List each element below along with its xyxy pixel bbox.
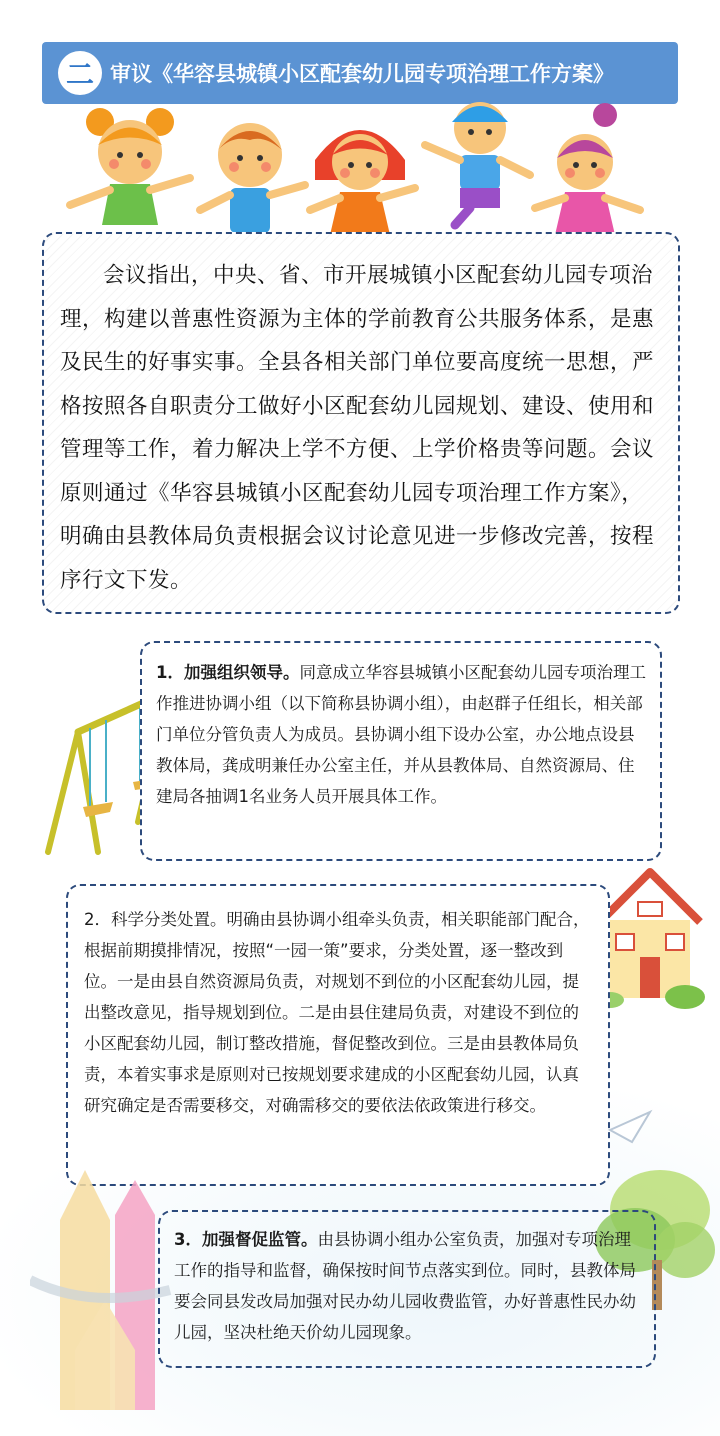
item-2-heading: 科学分类处置。: [111, 910, 227, 929]
item-3-text: [174, 1224, 642, 1348]
item-2-body: 明确由县协调小组牵头负责，相关职能部门配合，根据前期摸排情况，按照“一园一策”要求，分类处置，逐一整改到位。一是由县自然资源局负责，对规划不到位的小区配套幼儿园，提出整改意见，指导规划到位。二是由县住建局负责，对建设不到位的小区配套幼儿园，制订整改措施，督促整改到位。三是由县教体局负责，本着实事求是原则对已按规划要求建成的小区配套幼儿园，认真研究确定是否需要移交，对确需移交的要依法依政策进行移交。: [84, 910, 590, 1115]
item-1-heading: 加强组织领导。: [183, 663, 300, 682]
section-header: [42, 42, 678, 104]
main-paragraph-box: [42, 232, 680, 614]
children-illustration: [60, 100, 660, 235]
item-1-body: 同意成立华容县城镇小区配套幼儿园专项治理工作推进协调小组（以下简称县协调小组），由赵群子任组长，相关部门单位分管负责人为成员。县协调小组下设办公室，办公地点设县教体局，龚成明兼任办公室主任，并从县教体局、自然资源局、住建局各抽调1名业务人员开展具体工作。: [156, 663, 646, 806]
item-box-3: [158, 1210, 656, 1368]
main-paragraph: 会议指出，中央、省、市开展城镇小区配套幼儿园专项治理，构建以普惠性资源为主体的学前教育公共服务体系，是惠及民生的好事实事。全县各相关部门单位要高度统一思想，严格按照各自职责分工做好小区配套幼儿园规划、建设、使用和管理等工作，着力解决上学不方便、上学价格贵等问题。会议原则通过《华容县城镇小区配套幼儿园专项治理工作方案》，明确由县教体局负责根据会议讨论意见进一步修改完善，按程序行文下发。: [60, 263, 655, 593]
item-1-number: 1．: [156, 663, 184, 682]
item-2-text: [84, 904, 594, 1121]
item-3-number: 3．: [174, 1230, 202, 1249]
item-3-body: 由县协调小组办公室负责，加强对专项治理工作的指导和监督，确保按时间节点落实到位。同时，县教体局要会同县发改局加强对民办幼儿园收费监管，办好普惠性民办幼儿园，坚决杜绝天价幼儿园现象。: [174, 1230, 636, 1342]
item-1-text: [156, 657, 646, 812]
section-number-badge: 二: [58, 51, 102, 95]
item-2-number: 2．: [84, 910, 111, 929]
item-3-heading: 加强督促监管。: [201, 1230, 318, 1249]
item-box-2: [66, 884, 610, 1186]
section-title: 审议《华容县城镇小区配套幼儿园专项治理工作方案》: [110, 62, 614, 86]
item-box-1: [140, 641, 662, 861]
